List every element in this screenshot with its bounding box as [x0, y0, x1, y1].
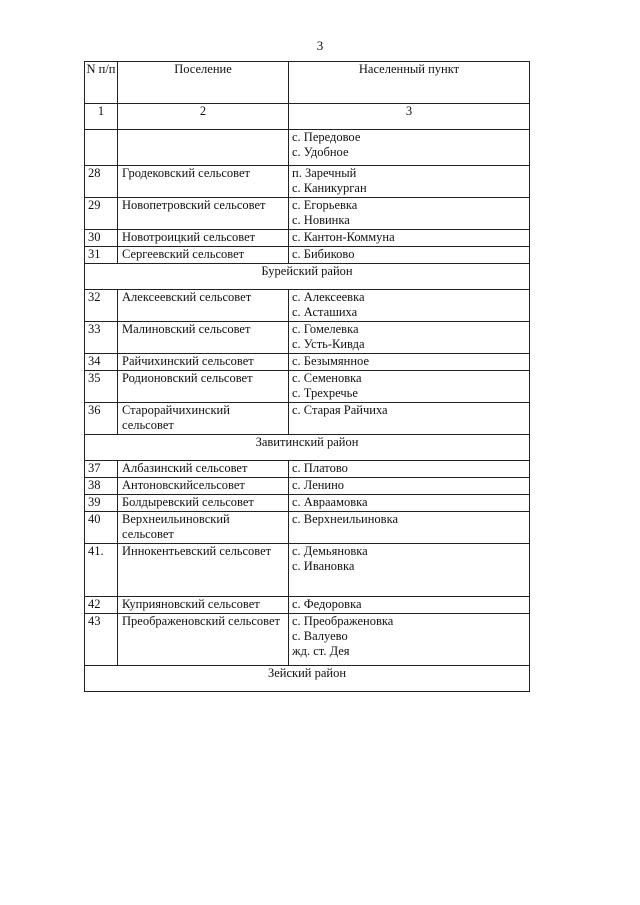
header-settlement: Поселение	[118, 62, 289, 104]
locality-name: с. Асташиха	[292, 305, 358, 319]
table-body	[85, 130, 530, 692]
locality-name: с. Усть-Кивда	[292, 337, 365, 351]
table-row	[85, 166, 530, 198]
row-number: 30	[85, 230, 118, 247]
locality-name: с. Кантон-Коммуна	[292, 230, 395, 244]
district-name: Завитинский район	[85, 435, 530, 461]
localities-cell	[289, 478, 530, 495]
localities-cell	[289, 166, 530, 198]
district-name: Бурейский район	[85, 264, 530, 290]
row-number: 37	[85, 461, 118, 478]
locality-name: с. Ивановка	[292, 559, 355, 573]
table-row	[85, 247, 530, 264]
row-number: 42	[85, 597, 118, 614]
settlements-table	[84, 61, 530, 692]
locality-name: с. Удобное	[292, 145, 349, 159]
localities-cell	[289, 495, 530, 512]
settlement-name: Болдыревский сельсовет	[118, 495, 289, 512]
settlement-name: Новопетровский сельсовет	[118, 198, 289, 230]
locality-name: с. Егорьевка	[292, 198, 358, 212]
locality-name: п. Заречный	[292, 166, 357, 180]
column-numbers-row	[85, 104, 530, 130]
localities-cell	[289, 290, 530, 322]
locality-name: с. Безымянное	[292, 354, 370, 368]
table-row	[85, 198, 530, 230]
localities-cell	[289, 461, 530, 478]
settlement-name: Верхнеильиновский сельсовет	[118, 512, 289, 544]
settlement-name: Райчихинский сельсовет	[118, 354, 289, 371]
localities-cell	[289, 322, 530, 354]
table-row	[85, 597, 530, 614]
settlement-name	[118, 130, 289, 166]
district-header-row	[85, 666, 530, 692]
locality-name: с. Гомелевка	[292, 322, 359, 336]
table-row	[85, 130, 530, 166]
row-number: 36	[85, 403, 118, 435]
localities-cell	[289, 614, 530, 666]
row-number: 38	[85, 478, 118, 495]
row-number	[85, 130, 118, 166]
table-row	[85, 512, 530, 544]
locality-name: с. Алексеевка	[292, 290, 365, 304]
table-row	[85, 230, 530, 247]
settlement-name: Иннокентьевский сельсовет	[118, 544, 289, 597]
page-number: 3	[316, 38, 324, 53]
row-number: 40	[85, 512, 118, 544]
localities-cell	[289, 247, 530, 264]
column-number: 2	[118, 104, 289, 130]
localities-cell	[289, 403, 530, 435]
row-number: 34	[85, 354, 118, 371]
table-row	[85, 495, 530, 512]
row-number: 31	[85, 247, 118, 264]
locality-name: с. Преображеновка	[292, 614, 394, 628]
district-name: Зейский район	[85, 666, 530, 692]
locality-name: с. Новинка	[292, 213, 350, 227]
table-row	[85, 614, 530, 666]
settlement-name: Алексеевский сельсовет	[118, 290, 289, 322]
table-header-row	[85, 62, 530, 104]
settlement-name: Албазинский сельсовет	[118, 461, 289, 478]
localities-cell	[289, 544, 530, 597]
column-number: 3	[289, 104, 530, 130]
row-number: 29	[85, 198, 118, 230]
settlement-name: Новотроицкий сельсовет	[118, 230, 289, 247]
locality-name: с. Семеновка	[292, 371, 362, 385]
row-number: 43	[85, 614, 118, 666]
locality-name: с. Бибиково	[292, 247, 355, 261]
settlement-name: Антоновскийсельсовет	[118, 478, 289, 495]
settlement-name: Гродековский сельсовет	[118, 166, 289, 198]
row-number: 35	[85, 371, 118, 403]
locality-name: с. Авраамовка	[292, 495, 368, 509]
locality-name: жд. ст. Дея	[292, 644, 350, 658]
localities-cell	[289, 371, 530, 403]
row-number: 41.	[85, 544, 118, 597]
column-number: 1	[85, 104, 118, 130]
locality-name: с. Передовое	[292, 130, 361, 144]
locality-name: с. Верхнеильиновка	[292, 512, 399, 526]
locality-name: с. Демьяновка	[292, 544, 368, 558]
settlement-name: Малиновский сельсовет	[118, 322, 289, 354]
localities-cell	[289, 354, 530, 371]
locality-name: с. Платово	[292, 461, 348, 475]
settlement-name: Преображеновский сельсовет	[118, 614, 289, 666]
locality-name: с. Старая Райчиха	[292, 403, 388, 417]
settlement-name: Сергеевский сельсовет	[118, 247, 289, 264]
table-row	[85, 403, 530, 435]
localities-cell	[289, 597, 530, 614]
table-row	[85, 544, 530, 597]
settlement-name: Куприяновский сельсовет	[118, 597, 289, 614]
table-row	[85, 461, 530, 478]
table-row	[85, 371, 530, 403]
locality-name: с. Ленино	[292, 478, 345, 492]
settlement-name: Родионовский сельсовет	[118, 371, 289, 403]
locality-name: с. Валуево	[292, 629, 348, 643]
table-row	[85, 354, 530, 371]
header-num: N п/п	[85, 62, 118, 104]
row-number: 33	[85, 322, 118, 354]
header-locality: Населенный пункт	[289, 62, 530, 104]
district-header-row	[85, 435, 530, 461]
table-row	[85, 478, 530, 495]
row-number: 39	[85, 495, 118, 512]
district-header-row	[85, 264, 530, 290]
row-number: 28	[85, 166, 118, 198]
localities-cell	[289, 130, 530, 166]
table-row	[85, 322, 530, 354]
localities-cell	[289, 198, 530, 230]
localities-cell	[289, 512, 530, 544]
settlement-name: Старорайчихинский сельсовет	[118, 403, 289, 435]
locality-name: с. Трехречье	[292, 386, 358, 400]
localities-cell	[289, 230, 530, 247]
row-number: 32	[85, 290, 118, 322]
locality-name: с. Каникурган	[292, 181, 367, 195]
table-row	[85, 290, 530, 322]
locality-name: с. Федоровка	[292, 597, 362, 611]
